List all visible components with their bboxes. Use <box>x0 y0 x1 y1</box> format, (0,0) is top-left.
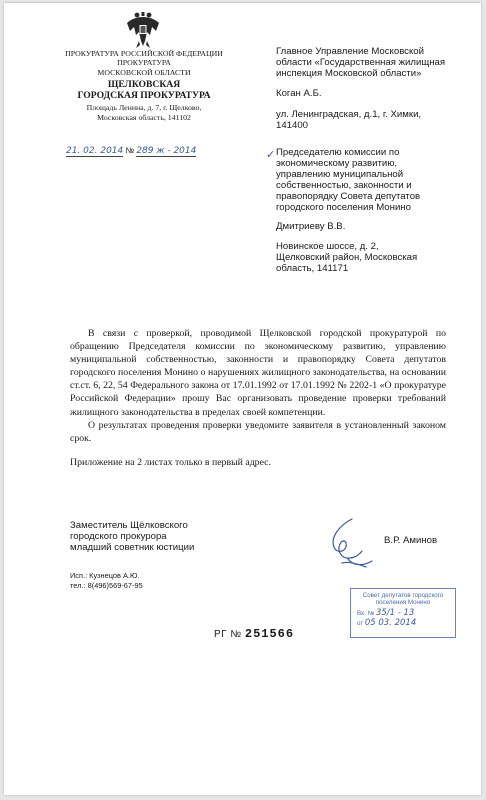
recipient-line: Главное Управление Московской <box>276 46 424 57</box>
recipient-2-name <box>276 147 466 213</box>
stamp-date-label: от <box>357 620 364 628</box>
issuer-address <box>64 103 224 122</box>
checkmark-icon: ✓ <box>266 148 276 161</box>
issuer-address-line: Площадь Ленина, д. 7, г. Щелково, <box>86 103 202 113</box>
stamp-line: Совет депутатов городского <box>362 592 444 599</box>
recipient-line: правопорядку Совета депутатов <box>276 191 421 202</box>
recipient-line: Председателю комиссии по <box>276 147 400 158</box>
letterhead-line: ПРОКУРАТУРА <box>117 58 171 68</box>
letterhead-line: МОСКОВСКОЙ ОБЛАСТИ <box>97 67 191 77</box>
recipient-2 <box>276 147 466 274</box>
recipient-line: области «Государственная жилищная <box>276 57 446 68</box>
stamp-incoming-row <box>351 607 455 618</box>
issuer-org-line: ЩЕЛКОВСКАЯ <box>107 79 181 91</box>
serial-number: 251566 <box>244 627 295 641</box>
address-line: область, 141171 <box>276 263 349 274</box>
signature-title-line: Заместитель Щёлковского <box>70 520 188 531</box>
handwritten-signature <box>322 515 378 569</box>
address-line: 141400 <box>276 120 309 131</box>
recipient-1-name <box>276 46 466 79</box>
stamp-in-number: 35/1 - 13 <box>375 607 415 618</box>
letter-body <box>70 327 446 469</box>
attachment-note: Приложение на 2 листах только в первый адрес. <box>70 456 271 468</box>
coat-of-arms-icon <box>125 11 161 49</box>
recipient-line: инспекция Московской области» <box>276 68 422 79</box>
recipient-line: городского поселения Монино <box>276 202 411 213</box>
signature-title-line: городского прокурора <box>70 531 167 542</box>
registration-no-label: № <box>125 146 135 155</box>
body-paragraph: О результатах проведения проверки уведомите заявителя в установленный законом срок. <box>70 419 446 444</box>
stamp-line: поселения Монино <box>375 599 431 607</box>
signature-block <box>70 520 194 553</box>
letter-page <box>4 3 481 795</box>
signer-name: В.Р. Аминов <box>384 535 438 546</box>
stamp-date-value: 05 03. 2014 <box>364 618 417 629</box>
issuer-address-line: Московская область, 141102 <box>97 112 191 122</box>
form-serial <box>214 627 294 641</box>
recipient-1-person: Коган А.Б. <box>276 88 322 99</box>
recipient-line: экономическому развитию, <box>276 158 398 169</box>
executor-info <box>70 571 143 591</box>
recipient-2-address <box>276 241 466 274</box>
recipient-line: управлению муниципальной <box>276 169 404 180</box>
address-line: ул. Ленинградская, д.1, г. Химки, <box>276 109 422 120</box>
recipient-2-person: Дмитриеву В.В. <box>276 221 346 232</box>
registration-date: 21. 02. 2014 <box>66 146 124 156</box>
letterhead <box>64 49 224 122</box>
issuer-org <box>64 79 224 101</box>
recipient-1 <box>276 46 466 131</box>
registration-line <box>66 146 196 157</box>
recipient-line: собственностью, законности и <box>276 180 412 191</box>
executor-phone: тел.: 8(496)569-67-95 <box>70 580 143 590</box>
body-paragraph: В связи с проверкой, проводимой Щелковской городской прокуратурой по обращению Председателя комиссии по экономическому развитию, управлению муниципальной собственностью, законности и правопорядку Совета депутатов городского поселения Монино о нарушениях жилищного законодательства, на основании ст.ст. 6, 22, 54 Федерального закона от 17.01.1992 от 17.01.1992 № 2202-1 «О прокуратуре Российской Федерации» прошу Вас организовать проведение проверки требований жилищного законодательства в пределах своей компетенции. <box>70 328 446 418</box>
signature-title-line: младший советник юстиции <box>70 542 195 553</box>
serial-prefix: РГ № <box>214 629 242 640</box>
address-line: Щелковский район, Московская <box>276 252 418 263</box>
registration-number: 289 ж - 2014 <box>136 146 197 156</box>
stamp-date-row <box>351 620 455 627</box>
executor-name: Исп.: Кузнецов А.Ю. <box>70 571 140 580</box>
stamp-in-label: Вх. № <box>357 609 375 617</box>
issuer-org-line: ГОРОДСКАЯ ПРОКУРАТУРА <box>77 90 211 102</box>
recipient-1-address <box>276 109 466 131</box>
letterhead-line: ПРОКУРАТУРА РОССИЙСКОЙ ФЕДЕРАЦИИ <box>65 49 223 58</box>
address-line: Новинское шоссе, д. 2, <box>276 241 379 252</box>
registration-stamp <box>350 588 456 638</box>
